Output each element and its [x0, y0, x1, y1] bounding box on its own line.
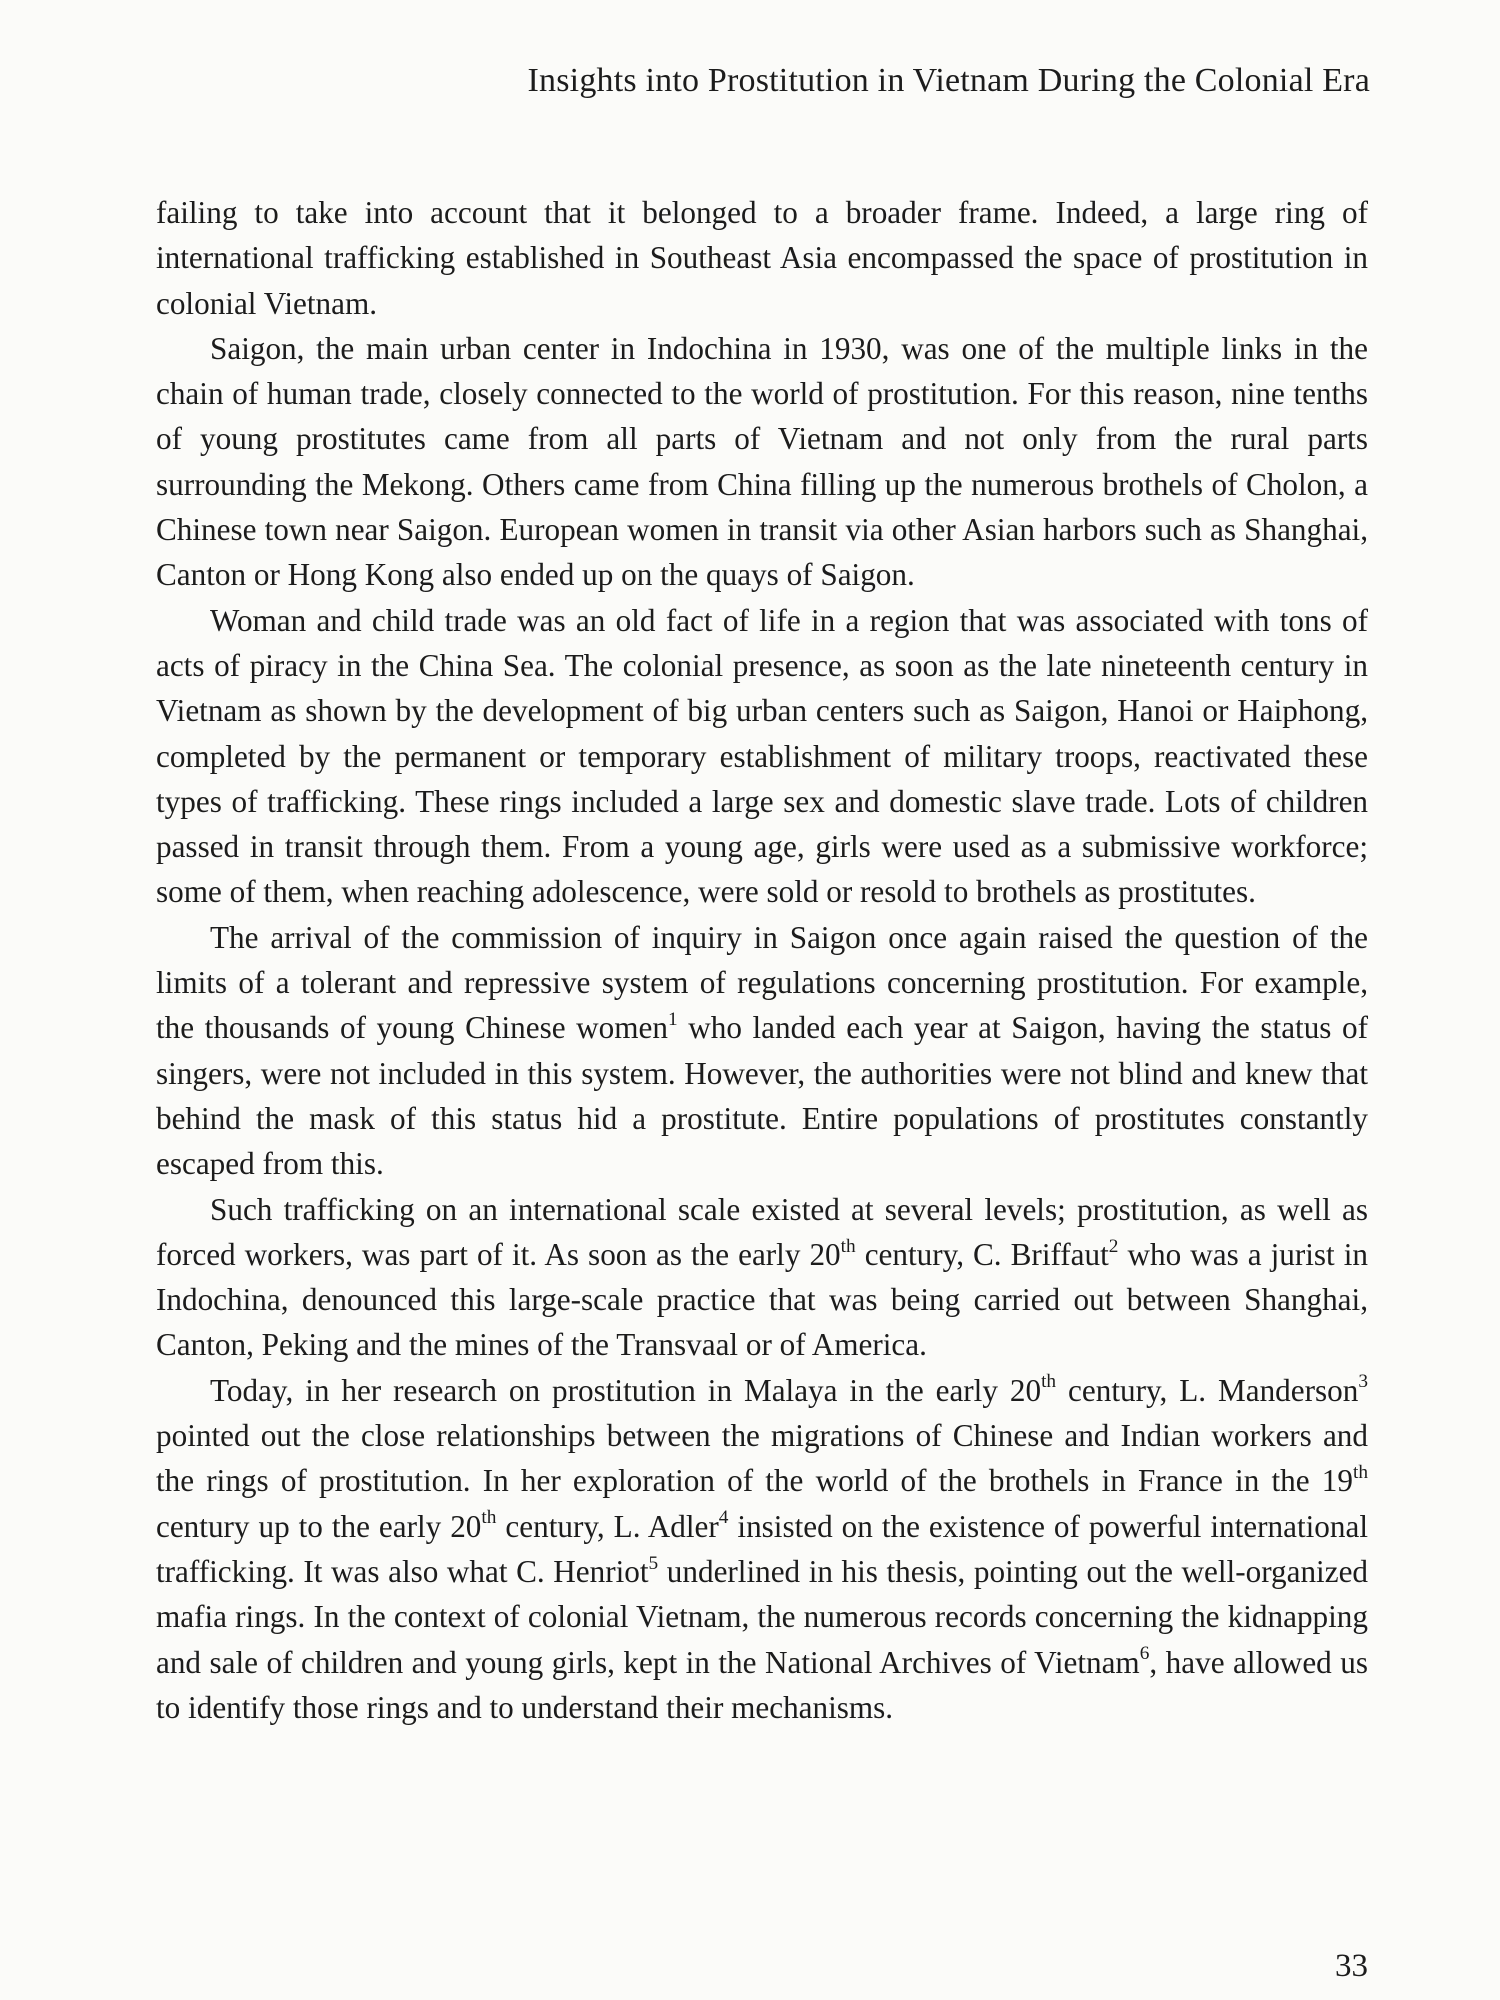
ordinal-suffix: th	[840, 1235, 856, 1257]
paragraph-5	[156, 1187, 1368, 1368]
text-run: century, C. Briffaut	[855, 1236, 1109, 1272]
ordinal-suffix: th	[1041, 1371, 1057, 1393]
footnote-ref-1: 1	[667, 1009, 678, 1031]
footnote-ref-2: 2	[1108, 1235, 1119, 1257]
paragraph-1: failing to take into account that it belonged to a broader frame. Indeed, a large ring of international trafficking established in Southeast Asia encompassed the space of prostitution in colonial Vietnam.	[156, 195, 1368, 321]
text-run: who was a jurist in Indochina, denounced this large-scale practice that was being carried out between Shanghai, Canton, Peking and the mines of the Transvaal or of America.	[156, 1236, 1368, 1363]
body-text	[156, 190, 1368, 1730]
text-run: underlined in his thesis, pointing out the well-organized mafia rings. In the context of colonial Vietnam, the numerous records concerning the kidnapping and sale of children and young girls, kept in the National Archives of Vietnam	[156, 1553, 1369, 1680]
paragraph-2: Saigon, the main urban center in Indochina in 1930, was one of the multiple links in the chain of human trade, closely connected to the world of prostitution. For this reason, nine tenths of young prostitutes came from all parts of Vietnam and not only from the rural parts surrounding the Mekong. Others came from China filling up the numerous brothels of Cholon, a Chinese town near Saigon. European women in transit via other Asian harbors such as Shanghai, Canton or Hong Kong also ended up on the quays of Saigon.	[156, 330, 1368, 593]
footnote-ref-4: 4	[718, 1507, 729, 1529]
text-run: , have allowed us to identify those rings and to understand their mechanisms.	[156, 1644, 1368, 1725]
text-run: Such trafficking on an international scale existed at several levels; prostitution, as well as forced workers, was part of it. As soon as the early 20	[156, 1191, 1368, 1272]
text-run: The arrival of the commission of inquiry in Saigon once again raised the question of the limits of a tolerant and repressive system of regulations concerning prostitution. For example, the thousands of young Chinese women	[156, 919, 1368, 1046]
text-run: who landed each year at Saigon, having the status of singers, were not included in this system. However, the authorities were not blind and knew that behind the mask of this status hid a prostitute. Entire populations of prostitutes constantly escaped from this.	[156, 1010, 1368, 1182]
text-run: century, L. Adler	[496, 1508, 719, 1544]
text-run: pointed out the close relationships between the migrations of Chinese and Indian workers and the rings of prostitution. In her exploration of the world of the brothels in France in the 19	[156, 1418, 1368, 1499]
ordinal-suffix: th	[481, 1507, 497, 1529]
text-run: Today, in her research on prostitution in Malaya in the early 20	[210, 1372, 1042, 1408]
footnote-ref-6: 6	[1139, 1643, 1150, 1665]
page-number: 33	[1335, 1948, 1368, 1984]
running-head: Insights into Prostitution in Vietnam During the Colonial Era	[527, 62, 1370, 99]
footnote-ref-3: 3	[1358, 1371, 1369, 1393]
paragraph-6	[156, 1368, 1368, 1730]
text-run: century, L. Manderson	[1056, 1372, 1359, 1408]
footnote-ref-5: 5	[648, 1552, 659, 1574]
ordinal-suffix: th	[1352, 1462, 1368, 1483]
text-run: insisted on the existence of powerful international trafficking. It was also what C. Henriot	[156, 1508, 1368, 1589]
text-run: century up to the early 20	[156, 1508, 482, 1544]
paragraph-3: Woman and child trade was an old fact of life in a region that was associated with tons of acts of piracy in the China Sea. The colonial presence, as soon as the late nineteenth century in Vietnam as shown by the development of big urban centers such as Saigon, Hanoi or Haiphong, completed by the permanent or temporary establishment of military troops, reactivated these types of trafficking. These rings included a large sex and domestic slave trade. Lots of children passed in transit through them. From a young age, girls were used as a submissive workforce; some of them, when reaching adolescence, were sold or resold to brothels as prostitutes.	[156, 602, 1368, 910]
paragraph-4	[156, 915, 1368, 1187]
